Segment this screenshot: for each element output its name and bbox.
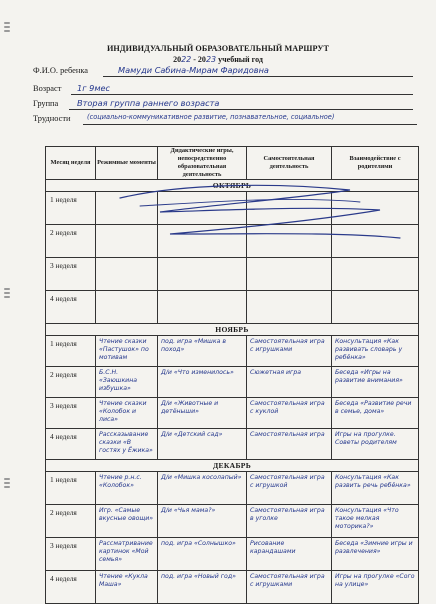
week-label: 3 неделя [46,258,96,291]
table-row [46,367,419,398]
routine-cell: Чтение «Кукла Маша» [96,571,158,604]
parents-cell: Беседа «Зимние игры и развлечения» [332,538,419,571]
independent-cell: Рисование карандашами [247,538,332,571]
week-label: 3 неделя [46,398,96,429]
didactic-cell: Д/и «Животные и детёныши» [158,398,247,429]
routine-cell [96,291,158,324]
week-label: 1 неделя [46,472,96,505]
routine-cell: Чтение р.н.с. «Колобок» [96,472,158,505]
year-prefix: 20 [173,55,182,64]
header-month-week: Месяц неделя [46,147,96,180]
difficulties-label: Трудности [33,114,71,123]
name-label: Ф.И.О. ребенка [33,66,89,75]
year-separator: - 20 [193,55,206,64]
header-independent: Самостоятельная деятельность [247,147,332,180]
didactic-cell: под. игра «Мишка в поход» [158,336,247,367]
routine-cell [96,258,158,291]
week-label: 2 неделя [46,505,96,538]
age-value: 1г 9мес [77,83,111,93]
parents-cell: Беседа «Игры на развитие внимания» [332,367,419,398]
parents-cell: Игры на прогулке «Сого на улице» [332,571,419,604]
independent-cell: Самостоятельная игра [247,429,332,460]
age-line [71,84,413,95]
routine-cell: Чтение сказки «Колобок и лиса» [96,398,158,429]
name-value: Мамуди Сабина-Мирам Фаридовна [118,65,269,75]
table-row [46,192,419,225]
group-value: Вторая группа раннего возраста [77,98,220,108]
routine-cell: Игр. «Самые вкусные овощи» [96,505,158,538]
punch-hole-marks [4,22,10,36]
group-label: Группа [33,99,59,108]
parents-cell: Консультация «Что такое мелкая моторика?» [332,505,419,538]
week-label: 2 неделя [46,367,96,398]
header-didactic: Дидактические игры, непосредственно образовательная деятельность [158,147,247,180]
document-title: ИНДИВИДУАЛЬНЫЙ ОБРАЗОВАТЕЛЬНЫЙ МАРШРУТ [106,44,330,53]
parents-cell: Консультация «Как развивать словарь у ребёнка» [332,336,419,367]
parents-cell: Игры на прогулке. Советы родителям [332,429,419,460]
week-label: 4 неделя [46,429,96,460]
punch-hole-marks [4,478,10,492]
routine-cell: Б.С.Н. «Заюшкина избушка» [96,367,158,398]
parents-cell [332,225,419,258]
table-row [46,258,419,291]
header-parents: Взаимодействие с родителями [332,147,419,180]
routine-cell: Рассматривание картинок «Мой семья» [96,538,158,571]
didactic-cell: Д/и «Мишка косолапый» [158,472,247,505]
week-label: 3 неделя [46,538,96,571]
month-row [46,324,419,336]
month-name: ОКТЯБРЬ [46,180,419,192]
independent-cell: Самостоятельная игра в уголке [247,505,332,538]
didactic-cell [158,291,247,324]
table-header-row [46,147,419,180]
parents-cell: Консультация «Как развить речь ребёнка» [332,472,419,505]
routine-cell [96,192,158,225]
didactic-cell [158,258,247,291]
month-name: ДЕКАБРЬ [46,460,419,472]
parents-cell: Беседа «Развитие речи в семье, дома» [332,398,419,429]
parents-cell [332,291,419,324]
didactic-cell [158,225,247,258]
header-routine: Режимные моменты [96,147,158,180]
independent-cell [247,192,332,225]
table-row [46,571,419,604]
routine-cell: Рассказывание сказки «В гостях у Ёжика» [96,429,158,460]
parents-cell [332,192,419,225]
parents-cell [332,258,419,291]
didactic-cell: под. игра «Солнышко» [158,538,247,571]
table-row [46,336,419,367]
punch-hole-marks [4,288,10,302]
independent-cell: Сюжетная игра [247,367,332,398]
didactic-cell [158,192,247,225]
routine-cell: Чтение сказки «Пастушок» по мотивам [96,336,158,367]
week-label: 1 неделя [46,192,96,225]
independent-cell [247,225,332,258]
independent-cell [247,258,332,291]
group-field [33,99,413,108]
table-row [46,291,419,324]
week-label: 4 неделя [46,571,96,604]
month-name: НОЯБРЬ [46,324,419,336]
week-label: 1 неделя [46,336,96,367]
independent-cell: Самостоятельная игра с игрушкой [247,472,332,505]
week-label: 2 неделя [46,225,96,258]
didactic-cell: Д/и «Что изменилось» [158,367,247,398]
table-row [46,398,419,429]
didactic-cell: Д/и «Чья мама?» [158,505,247,538]
plan-table [45,146,419,604]
age-label: Возраст [33,84,62,93]
school-year [0,55,436,64]
age-field [33,84,413,93]
independent-cell [247,291,332,324]
month-row [46,460,419,472]
routine-cell [96,225,158,258]
table-row [46,472,419,505]
table-row [46,538,419,571]
month-row [46,180,419,192]
table-row [46,505,419,538]
name-field [33,66,413,75]
independent-cell: Самостоятельная игра с куклой [247,398,332,429]
difficulties-field [33,114,417,123]
didactic-cell: Д/и «Детский сад» [158,429,247,460]
didactic-cell: под. игра «Новый год» [158,571,247,604]
difficulties-value: (социально-коммуникативное развитие, познавательное, социальное) [87,113,335,121]
week-label: 4 неделя [46,291,96,324]
table-row [46,429,419,460]
year-start: 22 [181,55,192,64]
independent-cell: Самостоятельная игра с игрушками [247,571,332,604]
year-end: 23 [205,55,217,64]
independent-cell: Самостоятельная игра с игрушками [247,336,332,367]
year-suffix: учебный год [218,55,263,64]
table-row [46,225,419,258]
